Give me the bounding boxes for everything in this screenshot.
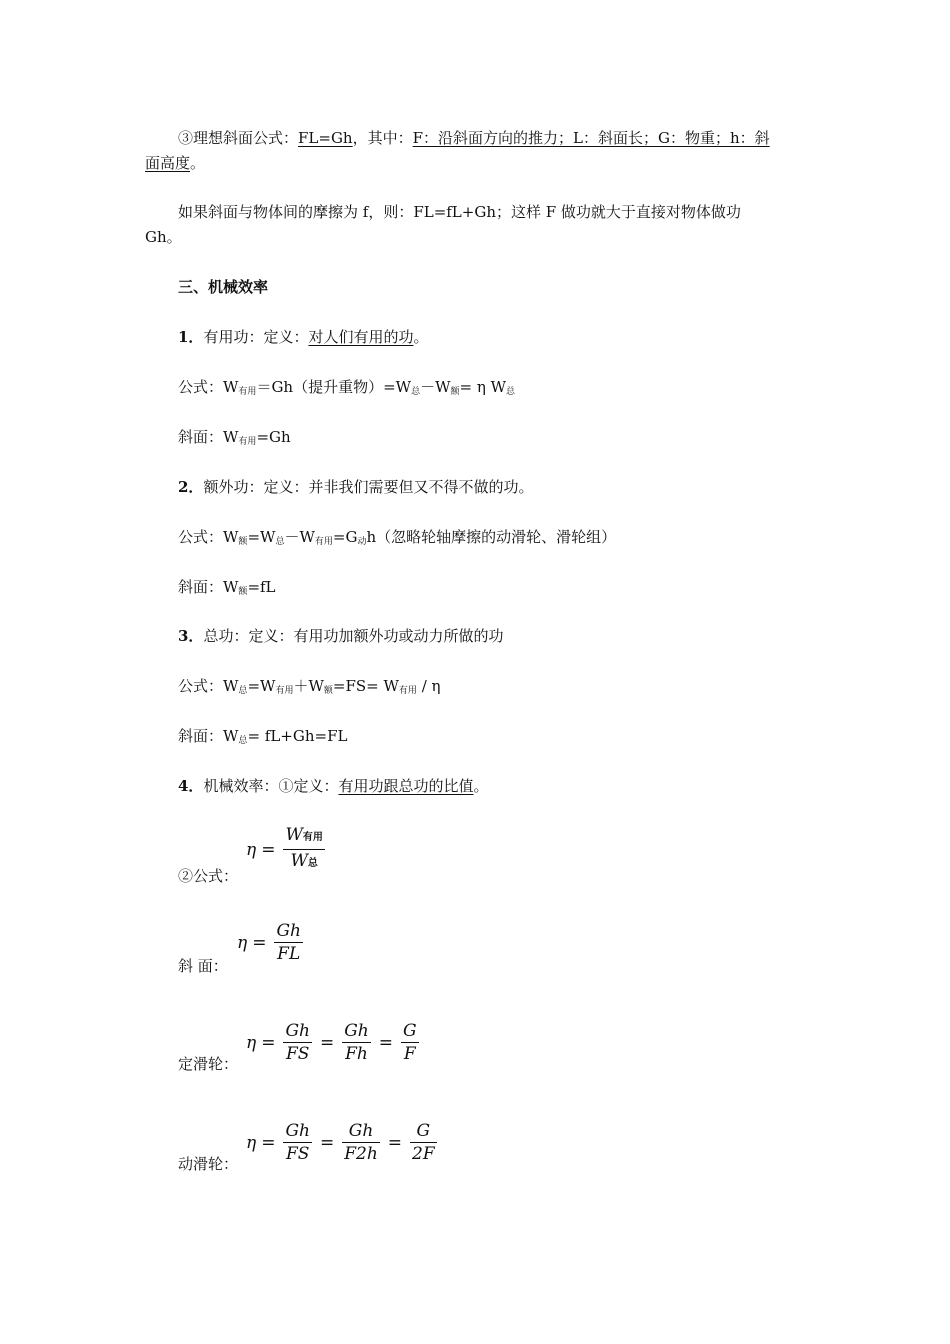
general-efficiency-formula <box>246 824 328 875</box>
denominator: Fh <box>345 1044 368 1064</box>
text: =W <box>247 528 276 546</box>
eta-symbol: η <box>237 932 248 953</box>
text: h（忽略轮轴摩擦的动滑轮、滑轮组） <box>366 528 617 546</box>
eta-symbol: η <box>246 1032 257 1053</box>
fraction <box>283 1020 312 1065</box>
numerator: G <box>403 1021 417 1041</box>
slope-formula-label: 斜 面： <box>178 957 228 975</box>
numerator: Gh <box>348 1121 374 1141</box>
item-number: 1． <box>178 328 204 346</box>
text: / η <box>416 677 441 695</box>
definition-underlined: 面高度 <box>145 154 191 172</box>
equals-sign: = <box>387 1132 403 1153</box>
subscript: 总 <box>275 537 285 547</box>
denominator: FS <box>285 1044 310 1064</box>
equals-sign: = <box>378 1032 393 1053</box>
subscript: 有用 <box>302 832 323 843</box>
w-symbol: W <box>290 851 308 871</box>
text: =FS= W <box>332 677 399 695</box>
subscript: 有用 <box>314 537 333 547</box>
fraction <box>274 920 303 965</box>
subscript: 有用 <box>238 387 257 397</box>
text: 斜面：W <box>178 428 239 446</box>
total-work-slope <box>178 726 347 746</box>
definition-underlined: 对人们有用的功 <box>308 328 414 346</box>
fraction <box>283 824 324 875</box>
item-number: 3． <box>178 627 204 645</box>
fraction <box>401 1020 419 1065</box>
equals-sign: = <box>252 932 267 953</box>
subscript: 总 <box>411 387 421 397</box>
text: =Gh <box>256 428 291 446</box>
extra-work-slope <box>178 577 276 597</box>
text: ＝Gh（提升重物）=W <box>256 378 412 396</box>
total-work-definition <box>178 626 503 646</box>
numerator: G <box>416 1121 431 1141</box>
text: 额外功：定义：并非我们需要但又不得不做的功。 <box>203 478 534 496</box>
equals-sign: = <box>319 1032 335 1053</box>
item-number: 4． <box>178 777 204 795</box>
numerator: Gh <box>344 1021 369 1041</box>
numerator: Gh <box>276 921 301 941</box>
subscript: 额 <box>450 387 460 397</box>
fraction <box>410 1120 437 1165</box>
text: = fL+Gh=FL <box>247 727 348 745</box>
text: 。 <box>473 777 489 795</box>
slope-efficiency-formula <box>237 920 306 965</box>
text: 公式：W <box>178 677 239 695</box>
denominator: 2F <box>412 1144 435 1164</box>
subscript: 总 <box>506 387 516 397</box>
definition-underlined: 有用功跟总功的比值 <box>338 777 474 795</box>
subscript: 额 <box>238 587 248 597</box>
denominator: F <box>403 1044 416 1064</box>
moving-pulley-label: 动滑轮： <box>178 1155 239 1173</box>
equals-sign: = <box>261 1032 276 1053</box>
fixed-pulley-formula <box>246 1020 422 1065</box>
item-number: 2． <box>178 478 204 496</box>
text: －W <box>284 528 315 546</box>
equals-sign: = <box>319 1132 335 1153</box>
subscript: 动 <box>357 537 367 547</box>
text: 机械效率：①定义： <box>203 777 339 795</box>
ideal-slope-formula-line1 <box>178 128 770 148</box>
extra-work-definition <box>178 477 533 497</box>
extra-work-formula <box>178 527 616 547</box>
text: ③理想斜面公式： <box>178 129 299 147</box>
text: 。 <box>190 154 206 172</box>
denominator: FL <box>277 944 301 964</box>
friction-paragraph-line1: 如果斜面与物体间的摩擦为 f，则：FL=fL+Gh；这样 F 做功就大于直接对物体做功 <box>178 203 741 221</box>
subscript: 总 <box>238 686 248 696</box>
text: 斜面：W <box>178 727 239 745</box>
useful-work-formula <box>178 377 515 397</box>
denominator: F2h <box>344 1144 378 1164</box>
subscript: 有用 <box>238 437 257 447</box>
fraction <box>342 1120 380 1165</box>
efficiency-definition <box>178 776 488 796</box>
text: = η W <box>459 378 507 396</box>
formula-underlined: FL=Gh <box>298 129 353 147</box>
numerator <box>283 824 324 849</box>
total-work-formula <box>178 676 441 696</box>
moving-pulley-formula <box>246 1120 440 1165</box>
text: 总功：定义：有用功加额外功或动力所做的功 <box>203 627 504 645</box>
subscript: 额 <box>238 537 248 547</box>
useful-work-slope <box>178 427 291 447</box>
fraction <box>342 1020 371 1065</box>
text: =fL <box>247 578 276 596</box>
text: 公式：W <box>178 378 239 396</box>
numerator: Gh <box>285 1121 310 1141</box>
equals-sign: = <box>261 1132 276 1153</box>
text: 。 <box>413 328 429 346</box>
subscript: 总 <box>307 858 318 869</box>
text: ＋W <box>293 677 324 695</box>
w-symbol: W <box>285 825 303 845</box>
fraction <box>283 1120 312 1165</box>
text: 斜面：W <box>178 578 239 596</box>
text: =W <box>247 677 276 695</box>
numerator: Gh <box>285 1021 310 1041</box>
subscript: 有用 <box>398 686 417 696</box>
fixed-pulley-label: 定滑轮： <box>178 1055 239 1073</box>
section-title: 三、机械效率 <box>178 278 269 296</box>
useful-work-definition <box>178 327 428 347</box>
denominator <box>288 850 319 875</box>
definition-underlined: F：沿斜面方向的推力；L：斜面长；G：物重；h：斜 <box>412 129 770 147</box>
subscript: 额 <box>323 686 333 696</box>
subscript: 有用 <box>275 686 294 696</box>
equals-sign: = <box>261 839 276 860</box>
subscript: 总 <box>238 736 248 746</box>
text: ，其中： <box>352 129 413 147</box>
general-formula-label: ②公式： <box>178 867 239 885</box>
denominator: FS <box>285 1144 310 1164</box>
text: 公式：W <box>178 528 239 546</box>
text: 有用功：定义： <box>203 328 309 346</box>
eta-symbol: η <box>246 1132 257 1153</box>
text: =G <box>332 528 358 546</box>
eta-symbol: η <box>246 839 257 860</box>
text: －W <box>420 378 451 396</box>
ideal-slope-formula-line2 <box>145 153 205 173</box>
friction-paragraph-line2: Gh。 <box>145 228 182 246</box>
